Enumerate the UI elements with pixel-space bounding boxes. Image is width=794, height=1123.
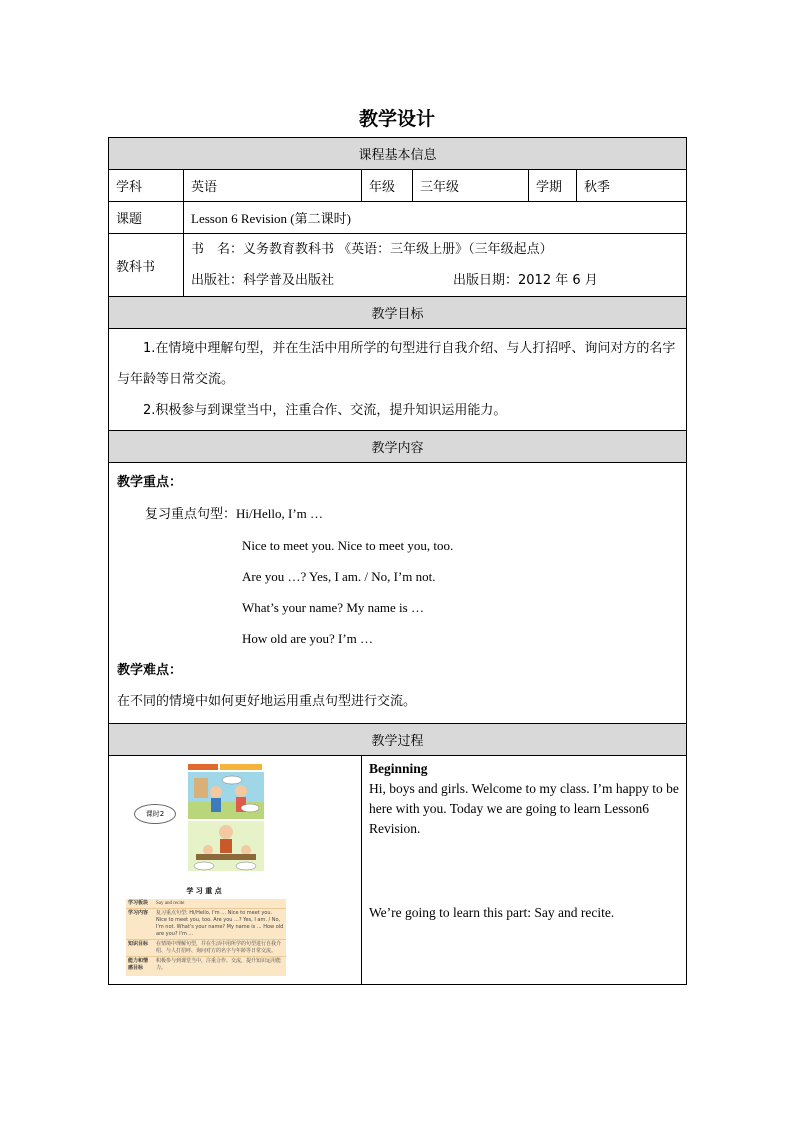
document-title: 教学设计 (358, 108, 435, 130)
content-header: 教学内容 (109, 431, 687, 463)
review-label: 复习重点句型： (145, 507, 237, 523)
process-thumbnail-cell (109, 756, 362, 985)
study-row (126, 899, 286, 909)
sentence-1: Hi/Hello, I’m … (236, 506, 324, 522)
study-row-value: Say and recite (156, 901, 185, 907)
textbook-label: 教科书 (109, 234, 184, 297)
part-text: We’re going to learn this part: Say and recite. (369, 905, 615, 921)
study-focus-table (126, 899, 286, 976)
process-header: 教学过程 (109, 724, 687, 756)
term-value: 秋季 (577, 170, 687, 202)
key-points-label: 教学重点： (117, 475, 183, 490)
subject-value: 英语 (184, 170, 362, 202)
study-row-key: 学习板块 (128, 900, 149, 907)
basic-info-header: 课程基本信息 (109, 138, 687, 170)
book-name: 书 名：义务教育教科书 《英语：三年级上册》（三年级起点） (191, 242, 553, 257)
publication-date: 出版日期：2012 年 6 月 (453, 273, 598, 288)
study-row (126, 940, 286, 957)
sentence-2: Nice to meet you. Nice to meet you, too. (242, 537, 454, 553)
study-row (126, 957, 286, 973)
study-row-value: 积极参与到课堂当中，注重合作、交流，提升知识运用能力。 (156, 958, 282, 972)
beginning-text: Hi, boys and girls. Welcome to my class. I’m happy to be here with you. Today we are going to learn Lesson6 Revision. (369, 781, 679, 837)
goal-item-2: 2.积极参与到课堂当中，注重合作、交流，提升知识运用能力。 (143, 403, 507, 418)
lesson-bubble: 课时2 (134, 804, 176, 824)
study-row-value: 复习重点句型: Hi/Hello, I'm ... Nice to meet you. Nice to meet you, too. Are you ...? Yes, I am. / No, I'm not. What's your name? My name is ... How old are you? I'm ... (156, 910, 284, 938)
grade-label: 年级 (362, 170, 413, 202)
comic-illustration (186, 762, 266, 874)
study-row-key: 能力和情感目标 (128, 958, 149, 972)
publisher: 出版社：科学普及出版社 (191, 273, 335, 288)
difficult-points-text: 在不同的情境中如何更好地运用重点句型进行交流。 (117, 694, 417, 710)
goals-header: 教学目标 (109, 297, 687, 329)
study-row-key: 知识目标 (128, 941, 149, 948)
process-text-cell (362, 756, 687, 985)
study-row-value: 在情境中理解句型，并在生活中用所学的句型进行自我介绍、与人打招呼、询问对方的名字与年龄等日常交流。 (156, 941, 282, 955)
subject-label: 学科 (109, 170, 184, 202)
sentence-3: Are you …? Yes, I am. / No, I’m not. (242, 568, 436, 584)
study-row-key: 学习内容 (128, 910, 149, 917)
topic-value: Lesson 6 Revision (第二课时) (184, 202, 687, 234)
goal-item-1: 1.在情境中理解句型，并在生活中用所学的句型进行自我介绍、与人打招呼、询问对方的名字与年龄等日常交流。 (117, 341, 676, 387)
beginning-heading: Beginning (369, 761, 428, 777)
sentence-4: What’s your name? My name is … (242, 600, 424, 616)
term-label: 学期 (529, 170, 577, 202)
difficult-points-label: 教学难点： (117, 662, 183, 678)
study-row (126, 909, 286, 940)
slide-thumbnail (109, 756, 299, 984)
lesson-plan-table (108, 137, 687, 985)
grade-value: 三年级 (413, 170, 529, 202)
topic-label: 课题 (109, 202, 184, 234)
study-focus-label: 学 习 重 点 (186, 887, 222, 896)
sentence-5: How old are you? I’m … (242, 631, 374, 647)
